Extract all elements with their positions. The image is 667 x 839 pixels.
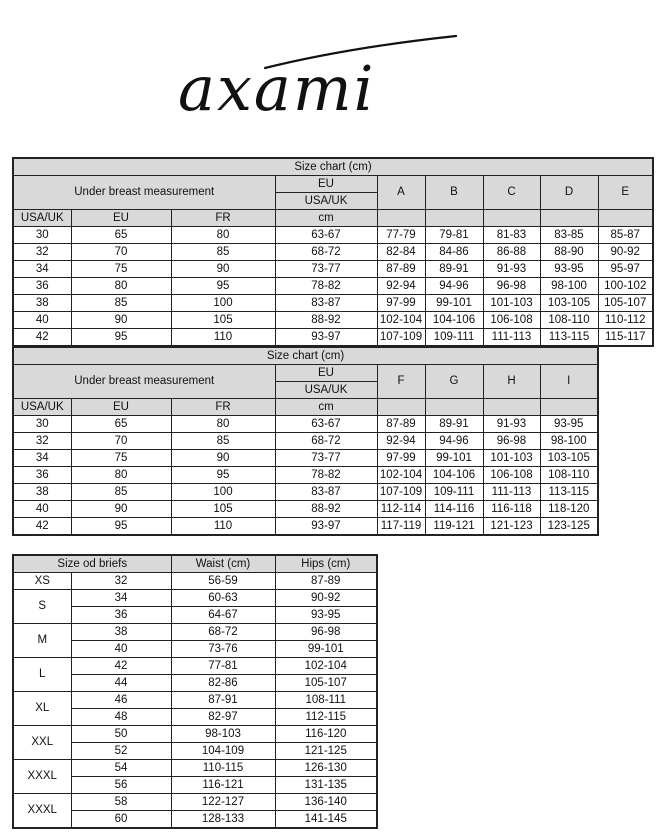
cup-header: G (425, 365, 483, 399)
table-cell: 40 (13, 501, 71, 518)
table-row (13, 450, 598, 467)
table-cell: 85 (171, 433, 275, 450)
table-cell: 106-108 (483, 312, 540, 329)
table-cell: 60 (71, 811, 171, 829)
briefs-size-label: L (13, 658, 71, 692)
col-fr: FR (171, 210, 275, 227)
table-cell: 32 (13, 433, 71, 450)
table-row (13, 760, 377, 777)
cup-header: A (377, 176, 425, 210)
table-cell: 83-87 (275, 295, 377, 312)
under-breast-label: Under breast measurement (13, 365, 275, 399)
table-cell: 93-97 (275, 329, 377, 347)
briefs-size-label: S (13, 590, 71, 624)
table-cell: 105 (171, 312, 275, 329)
col-eu: EU (71, 399, 171, 416)
table-cell: 115-117 (598, 329, 653, 347)
eu-label: EU (275, 176, 377, 193)
table-cell: 98-100 (540, 278, 598, 295)
table-cell: 95 (171, 467, 275, 484)
table-cell: 114-116 (425, 501, 483, 518)
table-cell: 110 (171, 329, 275, 347)
table-cell: 92-94 (377, 278, 425, 295)
table-cell: 32 (71, 573, 171, 590)
table-cell: 92-94 (377, 433, 425, 450)
table-cell: 101-103 (483, 295, 540, 312)
table-cell: 63-67 (275, 416, 377, 433)
chart-title: Size chart (cm) (13, 347, 598, 365)
table-cell: 65 (71, 227, 171, 244)
table-cell: 85 (171, 244, 275, 261)
table-cell: 82-97 (171, 709, 275, 726)
table-cell: 85 (71, 484, 171, 501)
chart-title: Size chart (cm) (13, 158, 653, 176)
table-cell: 80 (71, 467, 171, 484)
table-cell: 77-81 (171, 658, 275, 675)
table-cell: 91-93 (483, 261, 540, 278)
table-cell: 98-100 (540, 433, 598, 450)
table-cell: 52 (71, 743, 171, 760)
table-cell: 46 (71, 692, 171, 709)
table-row (13, 501, 598, 518)
table-cell: 105-107 (275, 675, 377, 692)
cup-header: E (598, 176, 653, 210)
table-cell: 63-67 (275, 227, 377, 244)
table-cell: 111-113 (483, 484, 540, 501)
table-cell: 50 (71, 726, 171, 743)
table-cell: 78-82 (275, 278, 377, 295)
table-cell: 60-63 (171, 590, 275, 607)
table-cell: 110 (171, 518, 275, 536)
table-cell: 110-115 (171, 760, 275, 777)
col-cm: cm (275, 399, 377, 416)
briefs-size-label: XXXL (13, 794, 71, 829)
table-cell: 93-95 (540, 261, 598, 278)
table-row (13, 416, 598, 433)
table-cell: 56-59 (171, 573, 275, 590)
table-cell: 113-115 (540, 329, 598, 347)
briefs-size-label: XXL (13, 726, 71, 760)
table-cell: 112-115 (275, 709, 377, 726)
table-cell: 108-110 (540, 467, 598, 484)
cup-header: I (540, 365, 598, 399)
bra-chart-2-body (13, 416, 598, 536)
table-row (13, 590, 377, 607)
table-cell: 84-86 (425, 244, 483, 261)
table-cell: 95 (171, 278, 275, 295)
col-usauk: USA/UK (13, 210, 71, 227)
table-cell: 99-101 (425, 295, 483, 312)
table-cell: 95 (71, 518, 171, 536)
table-cell: 95-97 (598, 261, 653, 278)
cup-header: F (377, 365, 425, 399)
table-cell: 95 (71, 329, 171, 347)
table-cell: 103-105 (540, 450, 598, 467)
table-cell: 116-121 (171, 777, 275, 794)
table-cell: 30 (13, 416, 71, 433)
eu-label: EU (275, 365, 377, 382)
table-cell: 65 (71, 416, 171, 433)
table-cell: 85-87 (598, 227, 653, 244)
col-fr: FR (171, 399, 275, 416)
table-cell: 86-88 (483, 244, 540, 261)
col-cm: cm (275, 210, 377, 227)
table-cell: 40 (13, 312, 71, 329)
table-row (13, 658, 377, 675)
table-row (13, 692, 377, 709)
table-cell: 58 (71, 794, 171, 811)
table-cell: 89-91 (425, 416, 483, 433)
table-cell: 56 (71, 777, 171, 794)
table-cell: 88-92 (275, 501, 377, 518)
table-row (13, 244, 653, 261)
table-cell: 38 (71, 624, 171, 641)
briefs-hips-header: Hips (cm) (275, 555, 377, 573)
table-cell: 80 (171, 227, 275, 244)
table-cell: 108-110 (540, 312, 598, 329)
table-cell: 87-89 (275, 573, 377, 590)
table-cell: 99-101 (425, 450, 483, 467)
table-cell: 102-104 (377, 467, 425, 484)
col-usauk: USA/UK (13, 399, 71, 416)
table-cell: 110-112 (598, 312, 653, 329)
brand-name: axami (178, 52, 376, 125)
table-cell: 112-114 (377, 501, 425, 518)
table-cell: 68-72 (275, 244, 377, 261)
table-cell: 96-98 (275, 624, 377, 641)
table-cell: 104-109 (171, 743, 275, 760)
table-cell: 70 (71, 433, 171, 450)
table-cell: 116-120 (275, 726, 377, 743)
table-cell: 48 (71, 709, 171, 726)
table-cell: 89-91 (425, 261, 483, 278)
table-cell: 68-72 (275, 433, 377, 450)
table-cell: 42 (13, 518, 71, 536)
table-cell: 105 (171, 501, 275, 518)
table-cell: 78-82 (275, 467, 377, 484)
briefs-size-chart (12, 554, 378, 829)
table-cell: 113-115 (540, 484, 598, 501)
table-row (13, 433, 598, 450)
table-cell: 128-133 (171, 811, 275, 829)
table-cell: 126-130 (275, 760, 377, 777)
table-row (13, 484, 598, 501)
table-row (13, 295, 653, 312)
table-row (13, 573, 377, 590)
table-cell: 75 (71, 450, 171, 467)
table-row (13, 329, 653, 347)
table-cell: 38 (13, 295, 71, 312)
table-cell: 131-135 (275, 777, 377, 794)
table-cell: 90-92 (275, 590, 377, 607)
cup-header: B (425, 176, 483, 210)
table-cell: 80 (71, 278, 171, 295)
table-cell: 100 (171, 484, 275, 501)
table-cell: 103-105 (540, 295, 598, 312)
usauk-label: USA/UK (275, 382, 377, 399)
table-cell: 93-95 (540, 416, 598, 433)
table-cell: 102-104 (377, 312, 425, 329)
table-row (13, 312, 653, 329)
table-row (13, 261, 653, 278)
table-cell: 111-113 (483, 329, 540, 347)
table-cell: 97-99 (377, 450, 425, 467)
table-cell: 99-101 (275, 641, 377, 658)
table-cell: 104-106 (425, 312, 483, 329)
table-cell: 75 (71, 261, 171, 278)
table-cell: 42 (13, 329, 71, 347)
table-cell: 87-89 (377, 416, 425, 433)
table-cell: 73-76 (171, 641, 275, 658)
table-cell: 88-92 (275, 312, 377, 329)
table-row (13, 227, 653, 244)
table-row (13, 726, 377, 743)
table-cell: 77-79 (377, 227, 425, 244)
table-cell: 90 (71, 312, 171, 329)
table-cell: 108-111 (275, 692, 377, 709)
briefs-size-label: M (13, 624, 71, 658)
table-cell: 117-119 (377, 518, 425, 536)
table-cell: 121-123 (483, 518, 540, 536)
table-cell: 83-85 (540, 227, 598, 244)
table-cell: 83-87 (275, 484, 377, 501)
cup-header: D (540, 176, 598, 210)
table-cell: 107-109 (377, 329, 425, 347)
briefs-size-header: Size od briefs (13, 555, 171, 573)
table-row (13, 467, 598, 484)
usauk-label: USA/UK (275, 193, 377, 210)
table-cell: 105-107 (598, 295, 653, 312)
table-cell: 73-77 (275, 261, 377, 278)
briefs-size-label: XL (13, 692, 71, 726)
table-cell: 44 (71, 675, 171, 692)
table-cell: 104-106 (425, 467, 483, 484)
table-cell: 94-96 (425, 433, 483, 450)
table-cell: 38 (13, 484, 71, 501)
table-cell: 109-111 (425, 484, 483, 501)
table-cell: 109-111 (425, 329, 483, 347)
briefs-waist-header: Waist (cm) (171, 555, 275, 573)
table-cell: 98-103 (171, 726, 275, 743)
table-cell: 90 (71, 501, 171, 518)
table-cell: 70 (71, 244, 171, 261)
table-cell: 79-81 (425, 227, 483, 244)
table-cell: 64-67 (171, 607, 275, 624)
bra-chart-1-body (13, 227, 653, 347)
table-cell: 94-96 (425, 278, 483, 295)
table-row (13, 624, 377, 641)
briefs-size-label: XS (13, 573, 71, 590)
table-cell: 68-72 (171, 624, 275, 641)
table-cell: 80 (171, 416, 275, 433)
table-cell: 122-127 (171, 794, 275, 811)
table-cell: 101-103 (483, 450, 540, 467)
table-cell: 123-125 (540, 518, 598, 536)
table-cell: 100-102 (598, 278, 653, 295)
table-cell: 87-91 (171, 692, 275, 709)
table-cell: 121-125 (275, 743, 377, 760)
table-cell: 106-108 (483, 467, 540, 484)
bra-size-chart-a-e (12, 157, 654, 347)
table-cell: 93-97 (275, 518, 377, 536)
table-cell: 136-140 (275, 794, 377, 811)
briefs-chart-body (13, 573, 377, 829)
table-cell: 119-121 (425, 518, 483, 536)
table-cell: 91-93 (483, 416, 540, 433)
brand-logo (170, 30, 470, 125)
table-cell: 54 (71, 760, 171, 777)
table-cell: 107-109 (377, 484, 425, 501)
bra-size-chart-f-i (12, 346, 599, 536)
table-cell: 116-118 (483, 501, 540, 518)
table-cell: 90 (171, 261, 275, 278)
table-cell: 96-98 (483, 433, 540, 450)
table-cell: 34 (71, 590, 171, 607)
table-cell: 102-104 (275, 658, 377, 675)
table-cell: 34 (13, 261, 71, 278)
table-row (13, 278, 653, 295)
table-cell: 40 (71, 641, 171, 658)
table-cell: 97-99 (377, 295, 425, 312)
table-cell: 42 (71, 658, 171, 675)
table-row (13, 518, 598, 536)
briefs-size-label: XXXL (13, 760, 71, 794)
col-eu: EU (71, 210, 171, 227)
table-cell: 90 (171, 450, 275, 467)
table-cell: 36 (13, 278, 71, 295)
table-cell: 141-145 (275, 811, 377, 829)
table-cell: 82-84 (377, 244, 425, 261)
cup-header: H (483, 365, 540, 399)
table-cell: 36 (13, 467, 71, 484)
table-cell: 85 (71, 295, 171, 312)
table-row (13, 794, 377, 811)
table-cell: 34 (13, 450, 71, 467)
table-cell: 82-86 (171, 675, 275, 692)
table-cell: 32 (13, 244, 71, 261)
table-cell: 100 (171, 295, 275, 312)
under-breast-label: Under breast measurement (13, 176, 275, 210)
table-cell: 36 (71, 607, 171, 624)
table-cell: 88-90 (540, 244, 598, 261)
table-cell: 93-95 (275, 607, 377, 624)
table-cell: 96-98 (483, 278, 540, 295)
table-cell: 81-83 (483, 227, 540, 244)
table-cell: 73-77 (275, 450, 377, 467)
table-cell: 118-120 (540, 501, 598, 518)
table-cell: 90-92 (598, 244, 653, 261)
table-cell: 30 (13, 227, 71, 244)
cup-header: C (483, 176, 540, 210)
table-cell: 87-89 (377, 261, 425, 278)
